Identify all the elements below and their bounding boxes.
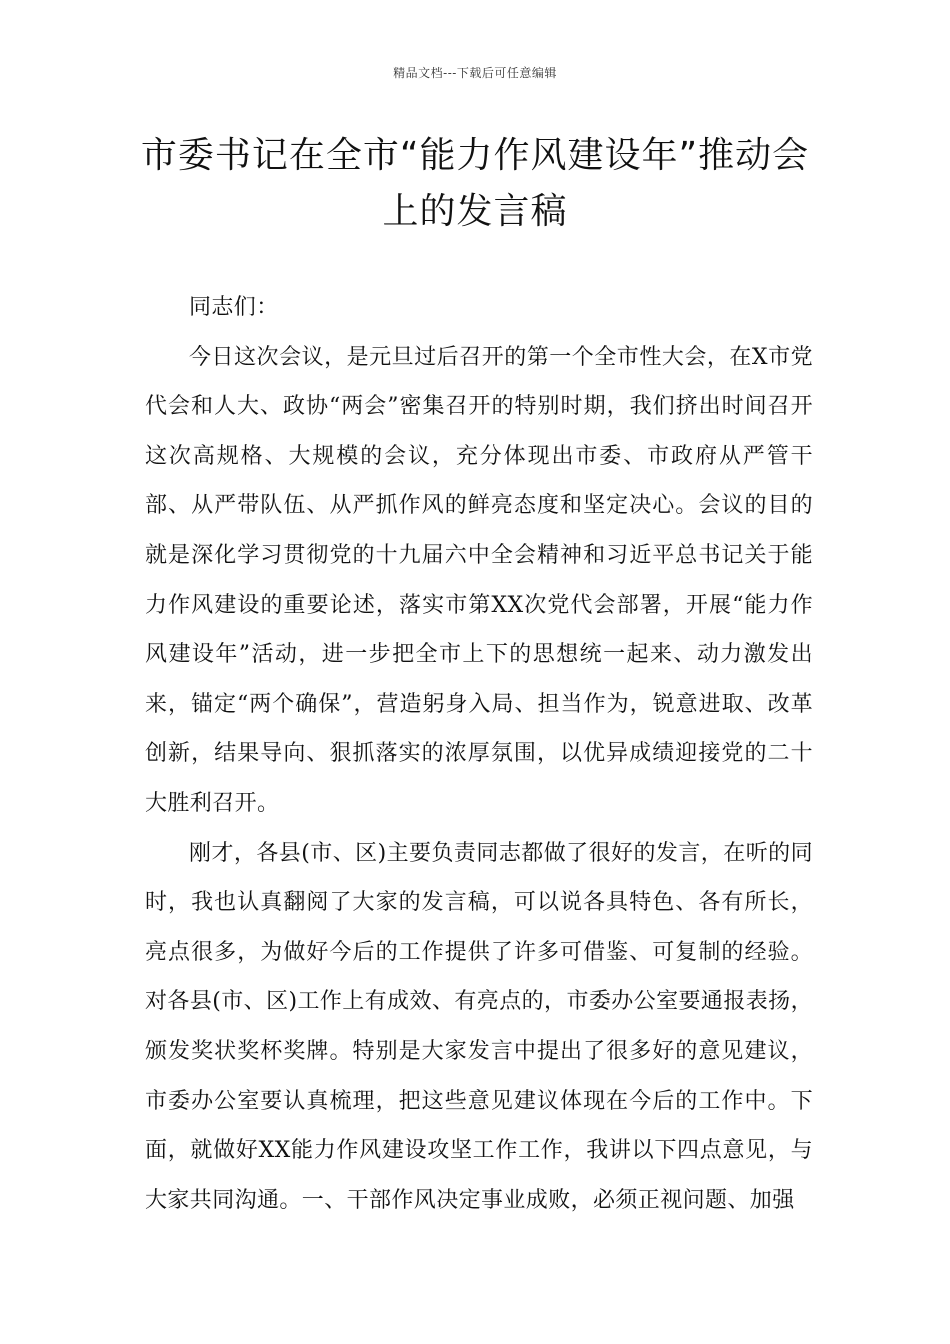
salutation-paragraph: 同志们： xyxy=(189,295,279,320)
body-paragraph: 刚才，各县(市、区)主要负责同志都做了很好的发言，在听的同时，我也认真翻阅了大家的发言稿，可以说各具特色、各有所长，亮点很多，为做好今后的工作提供了许多可借鉴、可复制的经验。对各县(市、区)工作上有成效、有亮点的，市委办公室要通报表扬，颁发奖状奖杯奖牌。特别是大家发言中提出了很多好的意见建议，市委办公室要认真梳理，把这些意见建议体现在今后的工作中。下面，就做好XX能力作风建设攻坚工作工作，我讲以下四点意见，与大家共同沟通。一、干部作风决定事业成败，必须正视问题、加强 xyxy=(145,840,813,1213)
body-paragraph: 今日这次会议，是元旦过后召开的第一个全市性大会，在X市党代会和人大、政协“两会”密集召开的特别时期，我们挤出时间召开这次高规格、大规模的会议，充分体现出市委、市政府从严管干部、从严带队伍、从严抓作风的鲜亮态度和坚定决心。会议的目的就是深化学习贯彻党的十九届六中全会精神和习近平总书记关于能力作风建设的重要论述，落实市第XX次党代会部署，开展“能力作风建设年”活动，进一步把全市上下的思想统一起来、动力激发出来，锚定“两个确保”，营造躬身入局、担当作为，锐意进取、改革创新，结果导向、狠抓落实的浓厚氛围，以优异成绩迎接党的二十大胜利召开。 xyxy=(145,344,813,816)
header-note: 精品文档---下载后可任意编辑 xyxy=(393,66,557,80)
document-title: 市委书记在全市“能力作风建设年”推动会上的发言稿 xyxy=(140,135,810,232)
document-body xyxy=(145,283,813,1225)
